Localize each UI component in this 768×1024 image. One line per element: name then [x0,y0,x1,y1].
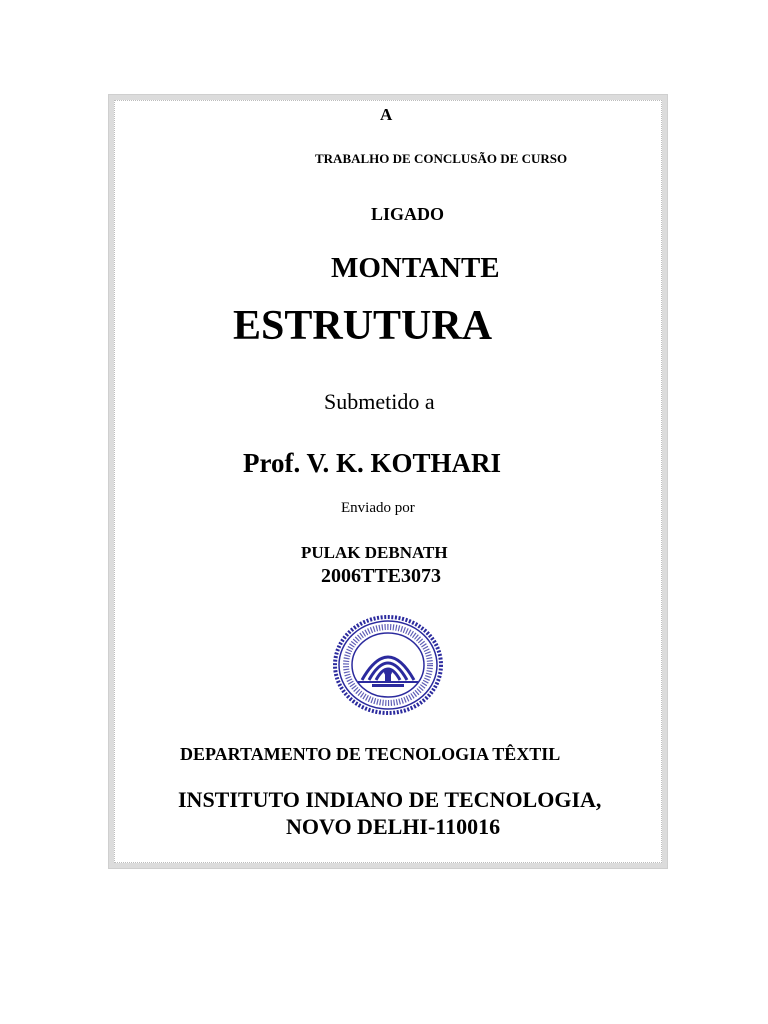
institute-line-1: INSTITUTO INDIANO DE TECNOLOGIA, [178,787,602,812]
student-id: 2006TTE3073 [321,565,442,587]
student-name: PULAK DEBNATH [301,543,448,562]
submitted-to-label: Submetido a [324,389,435,414]
professor-name: Prof. V. K. KOTHARI [243,448,502,478]
submitted-by-label: Enviado por [341,500,415,516]
department-name: DEPARTAMENTO DE TECNOLOGIA TÊXTIL [180,744,561,764]
iit-delhi-seal-icon [332,614,444,716]
title-line-1: MONTANTE [331,252,500,284]
cover-letter: A [380,105,393,124]
institute-line-2: NOVO DELHI-110016 [286,814,501,839]
on-word: LIGADO [371,204,445,224]
project-type-line: TRABALHO DE CONCLUSÃO DE CURSO [315,151,568,166]
title-line-2: ESTRUTURA [233,303,493,349]
